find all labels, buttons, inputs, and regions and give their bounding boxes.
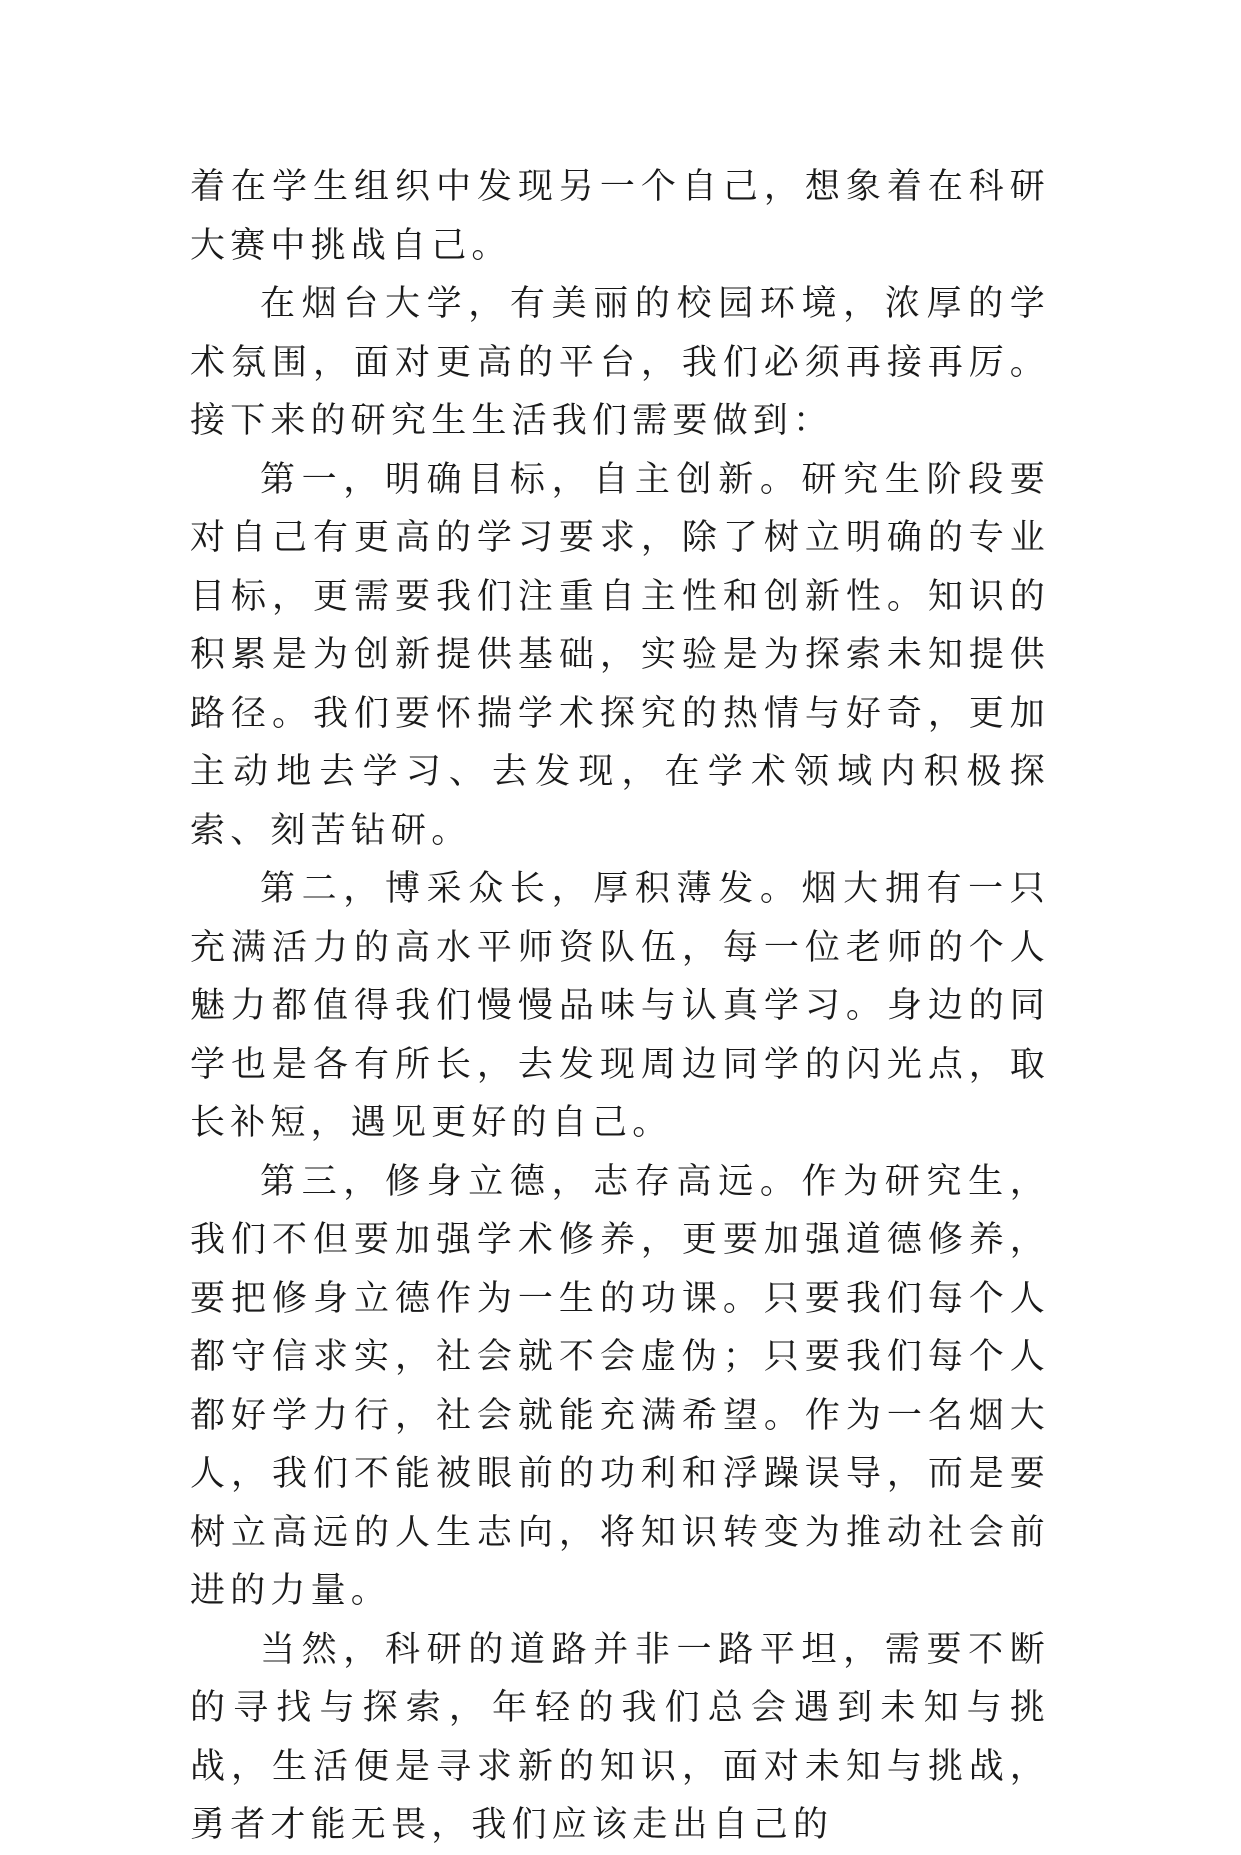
paragraph-second: 第二，博采众长，厚积薄发。烟大拥有一只充满活力的高水平师资队伍，每一位老师的个人魅力都值得我们慢慢品味与认真学习。身边的同学也是各有所长，去发现周边同学的闪光点，取长补短，遇见更好的自己。 [190, 869, 1050, 1143]
paragraph-intro: 在烟台大学，有美丽的校园环境，浓厚的学术氛围，面对更高的平台，我们必须再接再厉。接下来的研究生生活我们需要做到： [190, 284, 1050, 441]
paragraph-continuation: 着在学生组织中发现另一个自己，想象着在科研大赛中挑战自己。 [190, 167, 1050, 266]
paragraph-third: 第三，修身立德，志存高远。作为研究生，我们不但要加强学术修养，更要加强道德修养，要把修身立德作为一生的功课。只要我们每个人都守信求实，社会就不会虚伪；只要我们每个人都好学力行，社会就能充满希望。作为一名烟大人，我们不能被眼前的功利和浮躁误导，而是要树立高远的人生志向，将知识转变为推动社会前进的力量。 [190, 1161, 1050, 1611]
paragraph-conclusion: 当然，科研的道路并非一路平坦，需要不断的寻找与探索，年轻的我们总会遇到未知与挑战，生活便是寻求新的知识，面对未知与挑战，勇者才能无畏，我们应该走出自己的 [190, 1629, 1050, 1845]
paragraph-first: 第一，明确目标，自主创新。研究生阶段要对自己有更高的学习要求，除了树立明确的专业目标，更需要我们注重自主性和创新性。知识的积累是为创新提供基础，实验是为探索未知提供路径。我们要怀揣学术探究的热情与好奇，更加主动地去学习、去发现，在学术领域内积极探索、刻苦钻研。 [190, 459, 1050, 851]
document-body [190, 158, 1050, 1855]
